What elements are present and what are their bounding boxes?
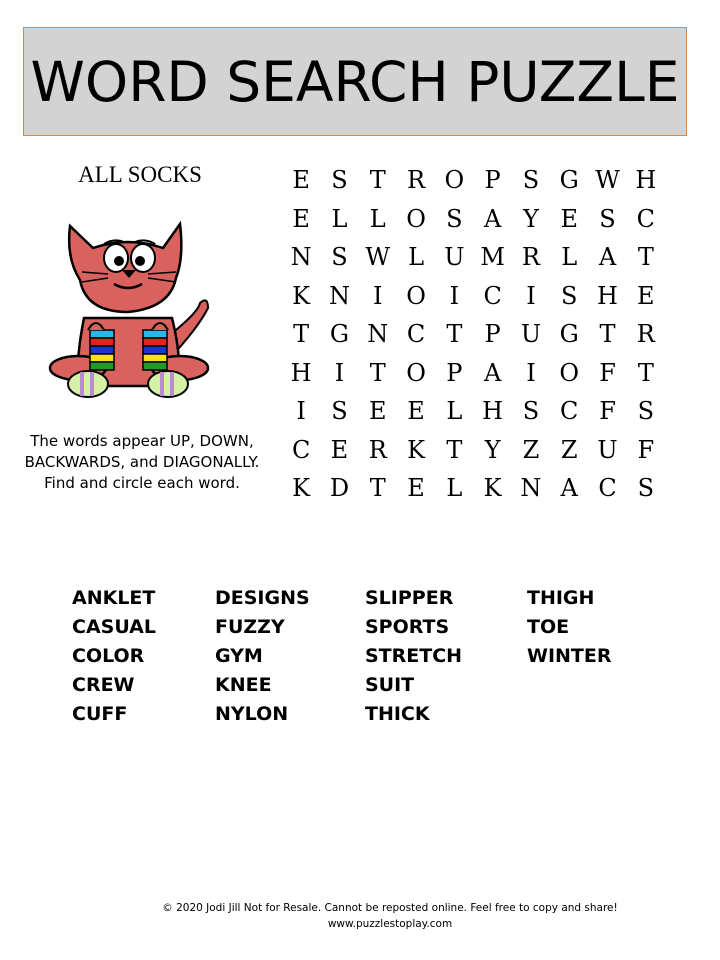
grid-letter[interactable]: S: [522, 166, 540, 194]
grid-letter[interactable]: O: [406, 358, 426, 387]
grid-letter[interactable]: S: [637, 474, 655, 502]
grid-letter[interactable]: S: [599, 204, 616, 233]
cat-in-striped-socks-icon: [48, 218, 213, 404]
grid-letter[interactable]: L: [446, 397, 463, 425]
grid-letter[interactable]: H: [635, 166, 657, 194]
grid-letter[interactable]: E: [330, 435, 349, 464]
grid-letter[interactable]: E: [560, 204, 578, 233]
grid-letter[interactable]: T: [599, 320, 616, 348]
grid-letter[interactable]: T: [369, 358, 386, 387]
grid-letter[interactable]: C: [291, 435, 311, 464]
word-list-item: TOE: [527, 616, 570, 638]
grid-row: [282, 241, 665, 280]
grid-letter[interactable]: G: [559, 320, 579, 348]
grid-letter[interactable]: I: [526, 358, 536, 387]
grid-letter[interactable]: C: [636, 204, 655, 233]
grid-letter[interactable]: N: [290, 243, 312, 271]
title-banner: [23, 27, 687, 136]
word-column: [72, 584, 156, 729]
grid-letter[interactable]: L: [561, 243, 578, 271]
word-column: [215, 584, 310, 729]
word-list-item: NYLON: [215, 703, 289, 725]
grid-letter[interactable]: C: [406, 320, 426, 348]
grid-letter[interactable]: N: [367, 320, 389, 348]
grid-letter[interactable]: O: [559, 358, 580, 387]
grid-letter[interactable]: T: [369, 166, 386, 194]
grid-row: [282, 318, 665, 357]
grid-letter[interactable]: F: [599, 358, 616, 387]
instruction-line: The words appear UP, DOWN,: [30, 432, 254, 450]
grid-letter[interactable]: R: [636, 320, 655, 348]
grid-letter[interactable]: W: [595, 166, 620, 194]
grid-letter[interactable]: I: [526, 281, 536, 310]
word-list-item: COLOR: [72, 645, 145, 667]
grid-letter[interactable]: W: [365, 243, 391, 271]
grid-letter[interactable]: L: [369, 204, 386, 233]
grid-letter[interactable]: P: [484, 320, 501, 348]
grid-letter[interactable]: U: [520, 320, 542, 348]
word-column: [365, 584, 462, 729]
grid-letter[interactable]: L: [446, 474, 463, 502]
grid-letter[interactable]: C: [483, 281, 502, 310]
word-list-item: CREW: [72, 674, 135, 696]
instructions: [14, 431, 270, 494]
grid-letter[interactable]: H: [597, 281, 618, 310]
page-title: WORD SEARCH PUZZLE: [30, 49, 680, 114]
grid-row: [282, 203, 665, 242]
instruction-line: BACKWARDS, and DIAGONALLY.: [24, 453, 260, 471]
grid-letter[interactable]: A: [483, 204, 502, 233]
grid-letter[interactable]: I: [449, 281, 460, 310]
grid-letter[interactable]: S: [446, 204, 463, 233]
word-list: [72, 584, 672, 734]
word-list-item: SLIPPER: [365, 587, 454, 609]
grid-letter[interactable]: N: [328, 281, 350, 310]
grid-letter[interactable]: O: [406, 281, 426, 310]
grid-letter[interactable]: T: [446, 320, 463, 348]
grid-letter[interactable]: C: [598, 474, 617, 502]
grid-letter[interactable]: S: [331, 166, 348, 194]
grid-letter[interactable]: F: [637, 435, 655, 464]
grid-letter[interactable]: O: [444, 166, 465, 194]
grid-letter[interactable]: Z: [522, 435, 540, 464]
word-list-item: SPORTS: [365, 616, 450, 638]
grid-letter[interactable]: C: [560, 397, 579, 425]
grid-letter[interactable]: K: [483, 474, 502, 502]
grid-row: [282, 280, 665, 319]
grid-letter[interactable]: O: [406, 204, 426, 233]
grid-letter[interactable]: E: [407, 397, 425, 425]
grid-letter[interactable]: H: [290, 358, 312, 387]
grid-letter[interactable]: T: [637, 243, 654, 271]
grid-row: [282, 164, 665, 203]
grid-letter[interactable]: A: [560, 474, 578, 502]
word-list-item: ANKLET: [72, 587, 156, 609]
word-list-item: CUFF: [72, 703, 128, 725]
grid-letter[interactable]: R: [368, 435, 387, 464]
grid-letter[interactable]: G: [559, 166, 579, 194]
grid-letter[interactable]: R: [407, 166, 426, 194]
grid-letter[interactable]: T: [369, 474, 386, 502]
grid-letter[interactable]: Y: [523, 204, 539, 233]
grid-letter[interactable]: A: [483, 358, 502, 387]
word-list-item: FUZZY: [215, 616, 285, 638]
puzzle-subtitle: ALL SOCKS: [78, 162, 202, 187]
grid-letter[interactable]: T: [446, 435, 463, 464]
grid-letter[interactable]: U: [597, 435, 618, 464]
grid-letter[interactable]: P: [484, 166, 501, 194]
grid-letter[interactable]: K: [292, 281, 311, 310]
grid-row: [282, 434, 665, 473]
grid-letter[interactable]: S: [331, 397, 348, 425]
word-list-item: STRETCH: [365, 645, 463, 667]
grid-letter[interactable]: L: [331, 204, 348, 233]
grid-letter[interactable]: T: [293, 320, 310, 348]
word-column: [527, 584, 612, 671]
grid-letter[interactable]: E: [407, 474, 425, 502]
grid-row: [282, 472, 665, 511]
grid-letter[interactable]: M: [480, 243, 505, 271]
grid-letter[interactable]: S: [561, 281, 578, 310]
grid-letter[interactable]: E: [292, 166, 310, 194]
word-list-item: GYM: [215, 645, 263, 667]
word-list-item: DESIGNS: [215, 587, 310, 609]
grid-letter[interactable]: R: [521, 243, 540, 271]
grid-letter[interactable]: Z: [560, 435, 578, 464]
grid-letter[interactable]: I: [334, 358, 345, 387]
grid-letter[interactable]: G: [329, 320, 350, 348]
grid-letter[interactable]: E: [637, 281, 655, 310]
word-list-item: KNEE: [215, 674, 272, 696]
grid-letter[interactable]: N: [520, 474, 542, 502]
grid-letter[interactable]: K: [407, 435, 425, 464]
grid-letter[interactable]: F: [599, 397, 616, 425]
grid-row: [282, 395, 665, 434]
copyright-notice: © 2020 Jodi Jill Not for Resale. Cannot be reposted online. Feel free to copy and share!: [162, 902, 618, 914]
word-list-item: SUIT: [365, 674, 415, 696]
grid-letter[interactable]: S: [331, 243, 348, 271]
grid-letter[interactable]: E: [368, 397, 387, 425]
word-list-item: WINTER: [527, 645, 612, 667]
grid-letter[interactable]: P: [446, 358, 463, 387]
letter-grid: [282, 164, 665, 511]
grid-letter[interactable]: U: [444, 243, 465, 271]
word-list-item: THICK: [365, 703, 430, 725]
grid-row: [282, 357, 665, 396]
instruction-line: Find and circle each word.: [44, 474, 240, 492]
grid-letter[interactable]: Y: [484, 435, 501, 464]
grid-letter[interactable]: D: [329, 474, 350, 502]
word-list-item: CASUAL: [72, 616, 156, 638]
grid-letter[interactable]: K: [292, 474, 311, 502]
word-list-item: THIGH: [527, 587, 595, 609]
grid-letter[interactable]: S: [522, 397, 540, 425]
grid-letter[interactable]: I: [373, 281, 383, 310]
grid-letter[interactable]: T: [637, 358, 654, 387]
grid-letter[interactable]: H: [482, 397, 504, 425]
grid-letter[interactable]: A: [598, 243, 617, 271]
grid-letter[interactable]: E: [292, 204, 310, 233]
grid-letter[interactable]: I: [296, 397, 306, 425]
website-link[interactable]: www.puzzlestoplay.com: [327, 918, 453, 930]
footer: [130, 900, 650, 932]
grid-letter[interactable]: L: [408, 243, 424, 271]
grid-letter[interactable]: S: [637, 397, 655, 425]
